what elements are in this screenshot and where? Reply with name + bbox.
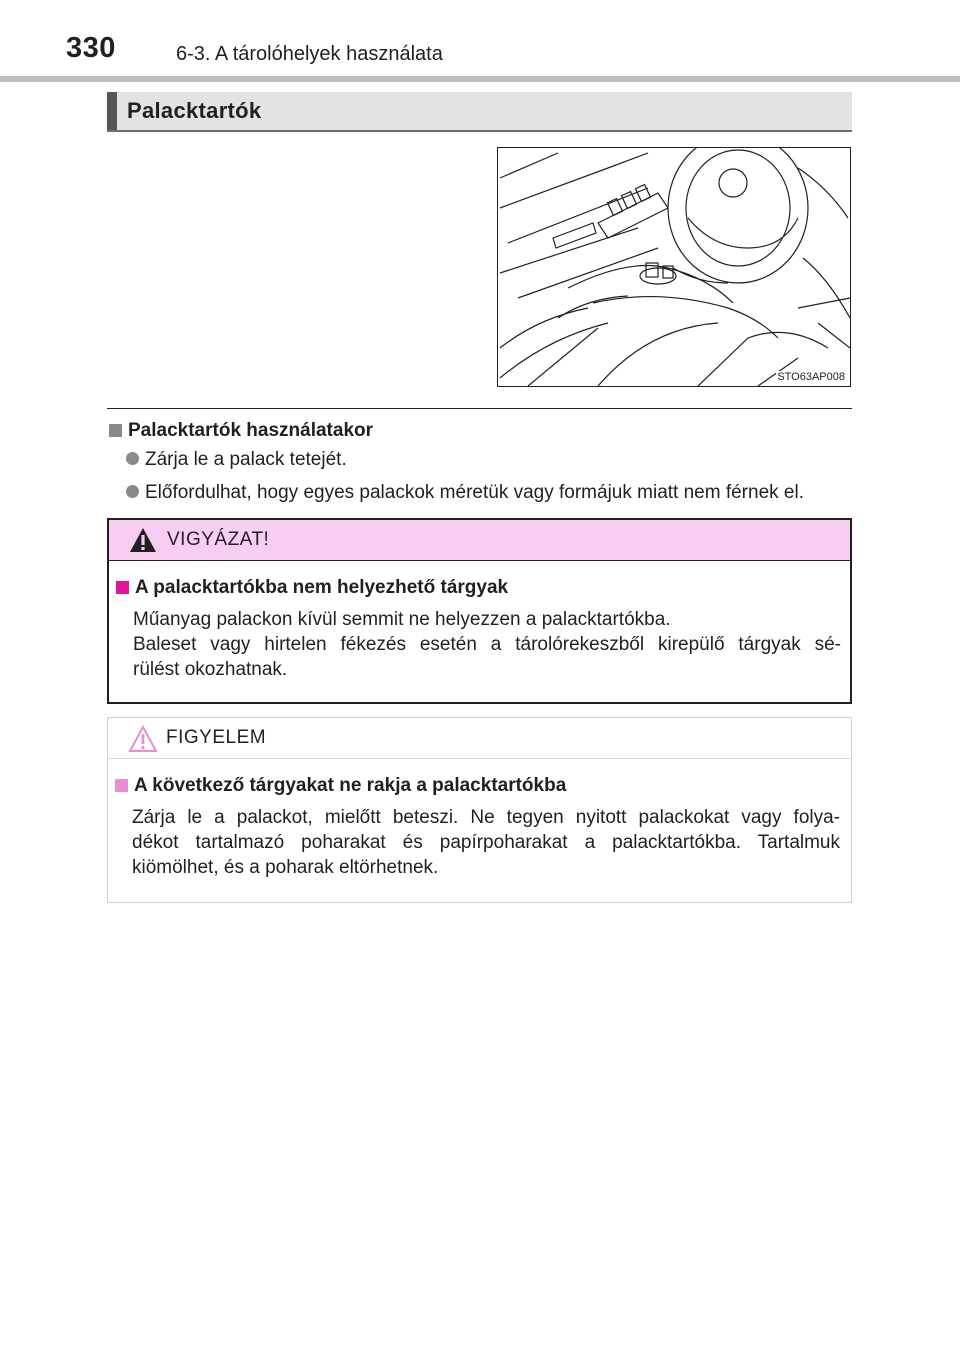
section-divider: [107, 408, 852, 409]
car-interior-drawing: [498, 148, 851, 387]
cup-holder-illustration: [497, 147, 851, 387]
warning-title: [116, 577, 508, 599]
heading-square-marker: [109, 424, 122, 437]
list-item: [126, 449, 347, 471]
notice-square-marker: [115, 779, 128, 792]
notice-line: kiömölhet, és a poharak eltörhetnek.: [132, 857, 439, 878]
list-item: [126, 482, 804, 504]
warning-square-marker: [116, 581, 129, 594]
notice-box: [107, 717, 852, 903]
section-accent: [107, 92, 117, 130]
warning-header: [109, 520, 850, 561]
header-rule: [0, 76, 960, 82]
section-title: Palacktartók: [127, 98, 262, 123]
section-heading-bar: [107, 92, 852, 132]
notice-header: [108, 718, 851, 759]
notice-label: FIGYELEM: [166, 727, 267, 748]
notice-line: dékot tartalmazó poharakat és papírpoharakat a palacktartókba. Tartalmuk: [132, 832, 840, 853]
bullet-text: Előfordulhat, hogy egyes palackok méretük vagy formájuk miatt nem férnek el.: [145, 482, 804, 503]
notice-title-text: A következő tárgyakat ne rakja a palacktartókba: [134, 775, 567, 796]
warning-line: Műanyag palackon kívül semmit ne helyezzen a palacktartókba.: [133, 609, 671, 630]
bullet-dot: [126, 452, 139, 465]
warning-title-text: A palacktartókba nem helyezhető tárgyak: [135, 577, 509, 598]
warning-line: rülést okozhatnak.: [133, 659, 288, 680]
chapter-title: 6-3. A tárolóhelyek használata: [176, 43, 443, 65]
warning-triangle-icon: [129, 527, 157, 553]
bullet-text: Zárja le a palack tetejét.: [145, 449, 347, 470]
notice-line: Zárja le a palackot, mielőtt beteszi. Ne tegyen nyitott palackokat vagy folya-: [132, 807, 840, 828]
page-number: 330: [66, 32, 116, 64]
usage-heading: [109, 420, 373, 442]
warning-box: [107, 518, 852, 704]
usage-heading-text: Palacktartók használatakor: [128, 420, 374, 441]
figure-code: STO63AP008: [777, 371, 845, 383]
warning-line: Baleset vagy hirtelen fékezés esetén a tárolórekeszből kirepülő tárgyak sé-: [133, 634, 841, 655]
bullet-dot: [126, 485, 139, 498]
notice-title: [115, 775, 566, 797]
caution-triangle-icon: [128, 725, 158, 753]
warning-label: VIGYÁZAT!: [167, 529, 270, 550]
